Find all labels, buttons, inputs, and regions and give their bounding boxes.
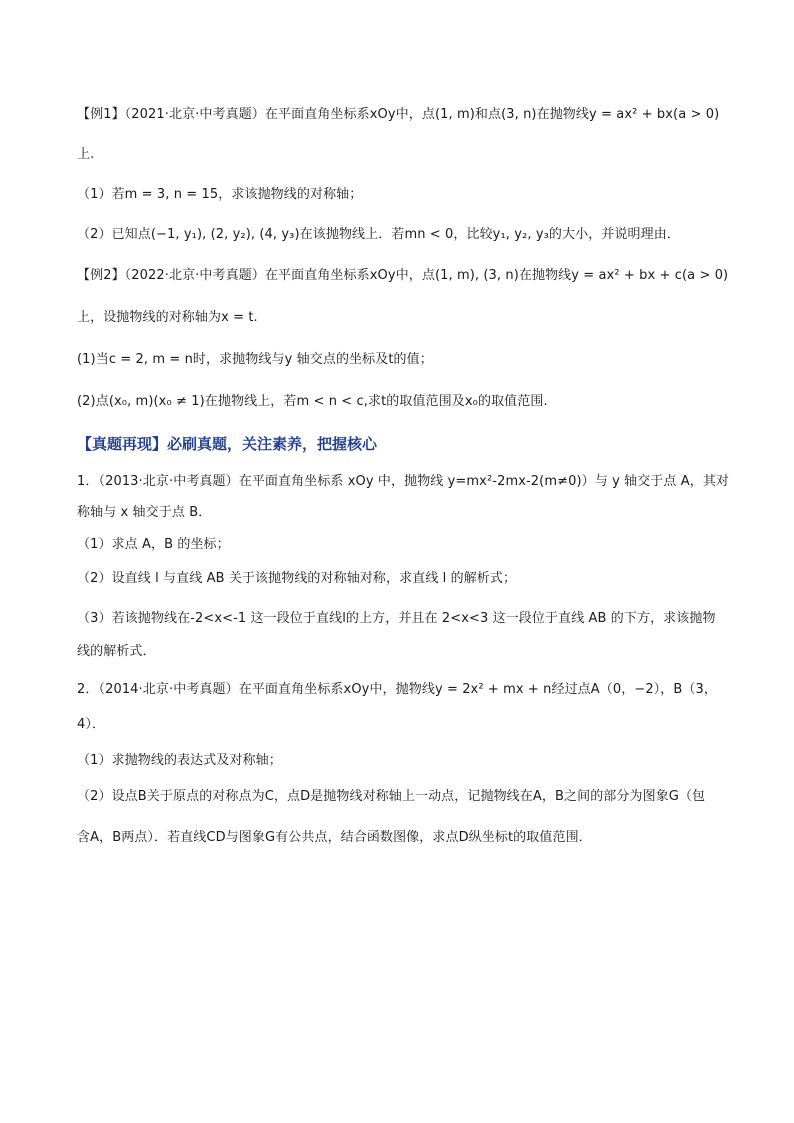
section-heading: 【真题再现】必刷真题，关注素养，把握核心: [77, 435, 378, 453]
example1-line1: 【例1】（2021·北京·中考真题）在平面直角坐标系xOy中，点(1, m)和点(3, n)在抛物线y = ax² + bx(a > 0): [77, 107, 720, 122]
problem2-question2-line1: （2）设点B关于原点的对称点为C，点D是抛物线对称轴上一动点，记抛物线在A，B之间的部分为图象G（包: [77, 789, 706, 804]
problem1-question3-line2: 线的解析式．: [77, 644, 156, 659]
example2-question2: (2)点(x₀, m)(x₀ ≠ 1)在抛物线上，若m < n < c,求t的取值范围及x₀的取值范围.: [77, 394, 548, 409]
example2-question1: (1)当c = 2, m = n时，求抛物线与y 轴交点的坐标及t的值；: [77, 352, 433, 367]
problem2-line1: 2．（2014·北京·中考真题）在平面直角坐标系xOy中，抛物线y = 2x² + mx + n经过点A（0，−2），B（3，: [77, 682, 717, 697]
problem2-question2-line2: 含A，B两点）．若直线CD与图象G有公共点，结合函数图像，求点D纵坐标t的取值范围．: [77, 830, 592, 845]
problem1-line2: 称轴与 x 轴交于点 B．: [77, 505, 212, 520]
example1-question2: （2）已知点(−1, y₁), (2, y₂), (4, y₃)在该抛物线上．若mn < 0，比较y₁, y₂, y₃的大小，并说明理由．: [77, 227, 680, 242]
problem1-question1: （1）求点 A，B 的坐标；: [77, 537, 230, 552]
example2-line1: 【例2】（2022·北京·中考真题）在平面直角坐标系xOy中，点(1, m), (3, n)在抛物线y = ax² + bx + c(a > 0): [77, 268, 729, 283]
example2-line2: 上，设抛物线的对称轴为x = t.: [77, 310, 258, 325]
problem1-question2: （2）设直线 l 与直线 AB 关于该抛物线的对称轴对称，求直线 l 的解析式；: [77, 571, 517, 586]
problem1-question3-line1: （3）若该抛物线在-2<x<-1 这一段位于直线l的上方，并且在 2<x<3 这一段位于直线 AB 的下方，求该抛物: [77, 611, 716, 626]
problem2-question1: （1）求抛物线的表达式及对称轴；: [77, 753, 282, 768]
problem1-line1: 1．（2013·北京·中考真题）在平面直角坐标系 xOy 中，抛物线 y=mx²-2mx-2(m≠0)）与 y 轴交于点 A，其对: [77, 474, 730, 489]
example1-question1: （1）若m = 3, n = 15，求该抛物线的对称轴；: [77, 187, 363, 202]
problem2-line2: 4）．: [77, 717, 106, 732]
example1-line2: 上.: [77, 147, 95, 162]
